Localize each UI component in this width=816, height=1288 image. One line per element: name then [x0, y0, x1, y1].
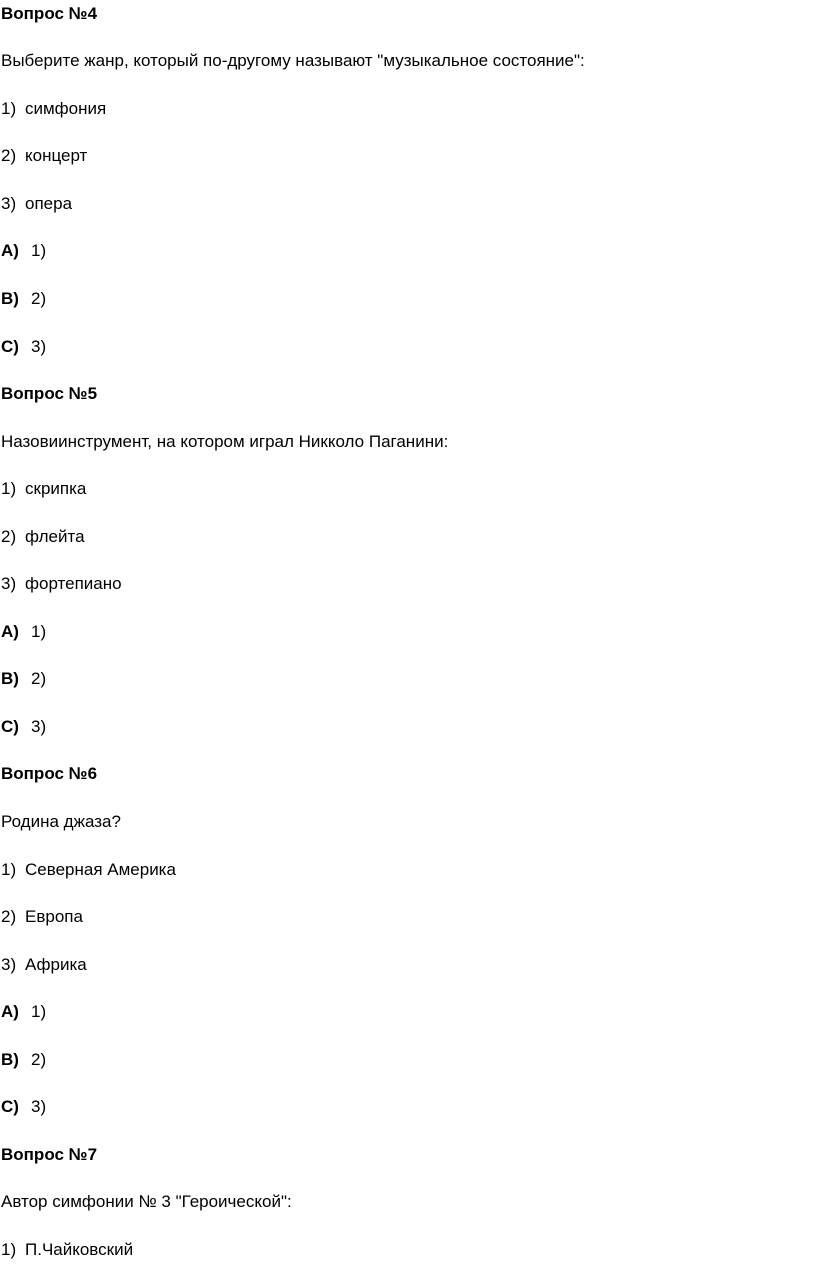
option-text: Европа [25, 907, 83, 926]
option-item [1, 526, 85, 548]
answer-letter: C) [1, 337, 19, 356]
option-item [1, 1239, 133, 1261]
answer-letter: B) [1, 669, 19, 688]
question-title: Вопрос №5 [1, 384, 98, 403]
answer-value: 2) [31, 289, 47, 308]
answer-item [1, 1001, 46, 1023]
answer-item [1, 668, 46, 690]
question-text: Выберите жанр, который по-другому называют "музыкальное состояние": [1, 51, 585, 70]
answer-value: 3) [31, 717, 47, 736]
question-title: Вопрос №6 [1, 764, 98, 783]
option-number: 1) [1, 1240, 17, 1259]
option-text: опера [25, 194, 73, 213]
answer-value: 1) [31, 622, 47, 641]
option-number: 3) [1, 955, 17, 974]
answer-item [1, 288, 46, 310]
option-text: флейта [25, 527, 85, 546]
answer-value: 3) [31, 1097, 47, 1116]
option-item [1, 98, 106, 120]
option-item [1, 478, 86, 500]
option-item [1, 954, 87, 976]
option-text: симфония [25, 99, 107, 118]
option-number: 2) [1, 907, 17, 926]
answer-item [1, 621, 46, 643]
answer-letter: B) [1, 289, 19, 308]
option-text: концерт [25, 146, 88, 165]
answer-letter: A) [1, 622, 19, 641]
question-text: Назовиинструмент, на котором играл Никколо Паганини: [1, 432, 449, 451]
question-title: Вопрос №4 [1, 4, 98, 23]
answer-item [1, 240, 46, 262]
answer-letter: A) [1, 241, 19, 260]
answer-letter: C) [1, 717, 19, 736]
answer-letter: A) [1, 1002, 19, 1021]
option-text: Африка [25, 955, 87, 974]
option-text: скрипка [25, 479, 87, 498]
option-item [1, 906, 83, 928]
answer-value: 2) [31, 1050, 47, 1069]
question-text: Автор симфонии № 3 "Героической": [1, 1192, 292, 1211]
option-number: 1) [1, 479, 17, 498]
answer-item [1, 716, 46, 738]
option-item [1, 193, 72, 215]
answer-letter: B) [1, 1050, 19, 1069]
option-item [1, 145, 87, 167]
answer-value: 2) [31, 669, 47, 688]
option-number: 3) [1, 194, 17, 213]
option-text: П.Чайковский [25, 1240, 134, 1259]
answer-value: 3) [31, 337, 47, 356]
answer-value: 1) [31, 241, 47, 260]
answer-letter: C) [1, 1097, 19, 1116]
option-number: 2) [1, 527, 17, 546]
option-number: 1) [1, 99, 17, 118]
option-text: Северная Америка [25, 860, 176, 879]
option-number: 2) [1, 146, 17, 165]
option-text: фортепиано [25, 574, 122, 593]
question-title: Вопрос №7 [1, 1145, 98, 1164]
answer-item [1, 336, 46, 358]
answer-value: 1) [31, 1002, 47, 1021]
option-number: 3) [1, 574, 17, 593]
answer-item [1, 1049, 46, 1071]
option-number: 1) [1, 860, 17, 879]
option-item [1, 573, 122, 595]
answer-item [1, 1096, 46, 1118]
option-item [1, 859, 176, 881]
question-text: Родина джаза? [1, 812, 121, 831]
